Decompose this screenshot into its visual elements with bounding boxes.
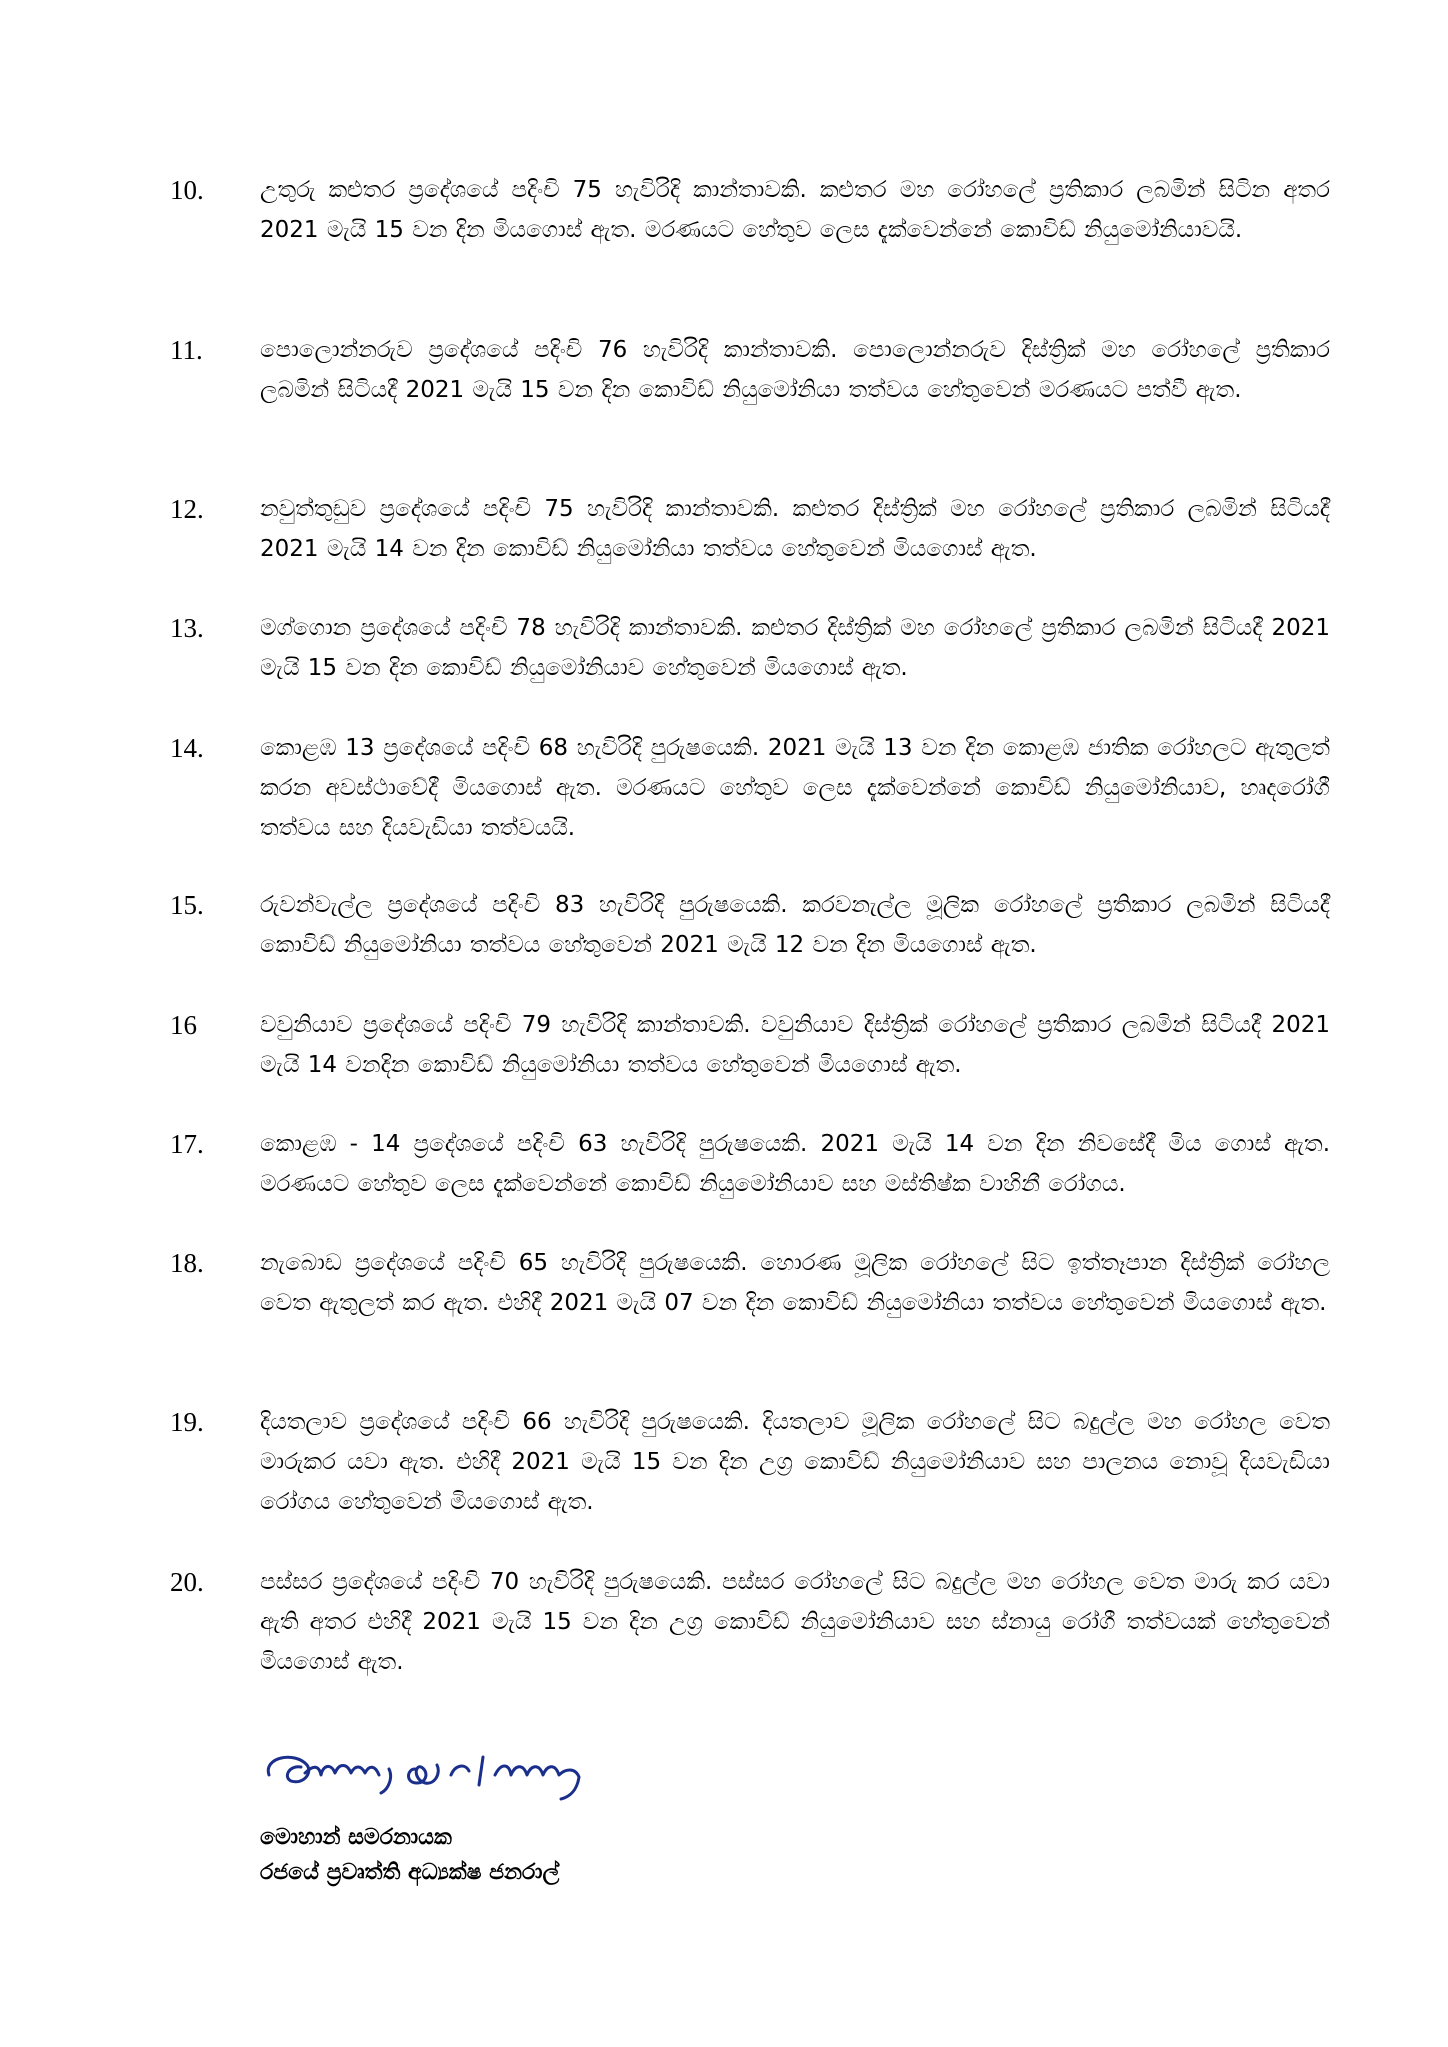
item-number: 16 [170, 1010, 197, 1040]
item-text: කොළඹ 13 ප්‍රදේශයේ පදිංචි 68 හැවිරිදි පුරුෂයෙකි. 2021 මැයි 13 වන දින කොළඹ ජාතික රෝහලට ඇතුලත් කරන අවස්ථාවේදී මියගොස් ඇත. මරණයට හේතුව ලෙස දැක්වෙන්නේ කොවිඩ් නියුමෝනියාව, හෘදරෝගී තත්වය සහ දියවැඩියා තත්වයයි. [260, 735, 1330, 841]
handwritten-signature [255, 1735, 635, 1815]
item-text: නවුත්තුඩුව ප්‍රදේශයේ පදිංචි 75 හැවිරිදි කාන්තාවකි. කළුතර දිස්ත්‍රික් මහ රෝහලේ ප්‍රතිකාර ලබමින් සිටියදී 2021 මැයි 14 වන දින කොවිඩ් නියුමෝනියා තත්වය හේතුවෙන් මියගොස් ඇත. [260, 496, 1330, 562]
item-text: මග්ගොන ප්‍රදේශයේ පදිංචි 78 හැවිරිදි කාන්තාවකි. කළුතර දිස්ත්‍රික් මහ රෝහලේ ප්‍රතිකාර ලබමින් සිටියදී 2021 මැයි 15 වන දින කොවිඩ් නියුමෝනියාව හේතුවෙන් මියගොස් ඇත. [260, 615, 1330, 681]
item-number: 12. [170, 494, 204, 524]
item-text: වවුනියාව ප්‍රදේශයේ පදිංචි 79 හැවිරිදි කාන්තාවකි. වවුනියාව දිස්ත්‍රික් රෝහලේ ප්‍රතිකාර ලබමින් සිටියදී 2021 මැයි 14 වනදින කොවිඩ් නියුමෝනියා තත්වය හේතුවෙන් මියගොස් ඇත. [260, 1012, 1330, 1078]
item-number: 19. [170, 1407, 204, 1437]
item-text: පොලොන්නරුව ප්‍රදේශයේ පදිංචි 76 හැවිරිදි කාන්තාවකි. පොලොන්නරුව දිස්ත්‍රික් මහ රෝහලේ ප්‍රතිකාර ලබමින් සිටියදී 2021 මැයි 15 වන දින කොවිඩ් නියුමෝනියා තත්වය හේතුවෙන් මරණයට පත්වී ඇත. [260, 337, 1330, 403]
item-number: 17. [170, 1129, 204, 1159]
item-text: උතුරු කළුතර ප්‍රදේශයේ පදිංචි 75 හැවිරිදි කාන්තාවකි. කළුතර මහ රෝහලේ ප්‍රතිකාර ලබමින් සිටින අතර 2021 මැයි 15 වන දින මියගොස් ඇත. මරණයට හේතුව ලෙස දැක්වෙන්නේ කොවිඩ් නියුමෝනියාවයි. [260, 177, 1330, 243]
item-number: 15. [170, 890, 204, 920]
item-number: 13. [170, 613, 204, 643]
item-text: නැබොඩ ප්‍රදේශයේ පදිංචි 65 හැවිරිදි පුරුෂයෙකි. හොරණ මූලික රෝහලේ සිට ඉත්තෑපාන දිස්ත්‍රික් රෝහල වෙත ඇතුලත් කර ඇත. එහිදී 2021 මැයි 07 වන දින කොවිඩ් නියුමෝනියා තත්වය හේතුවෙන් මියගොස් ඇත. [260, 1250, 1330, 1316]
item-number: 20. [170, 1567, 204, 1597]
item-number: 14. [170, 733, 204, 763]
item-number: 11. [170, 335, 203, 365]
item-number: 18. [170, 1248, 204, 1278]
item-text: දියතලාව ප්‍රදේශයේ පදිංචි 66 හැවිරිදි පුරුෂයෙකි. දියතලාව මූලික රෝහලේ සිට බදුල්ල මහ රෝහල වෙත මාරුකර යවා ඇත. එහිදී 2021 මැයි 15 වන දින උග්‍ර කොවිඩ් නියුමෝනියාව සහ පාලනය නොවූ දියවැඩියා රෝගය හේතුවෙන් මියගොස් ඇත. [260, 1409, 1330, 1515]
item-text: රුවන්වැල්ල ප්‍රදේශයේ පදිංචි 83 හැවිරිදි පුරුෂයෙකි. කරවනැල්ල මූලික රෝහලේ ප්‍රතිකාර ලබමින් සිටියදී කොවිඩ් නියුමෝනියා තත්වය හේතුවෙන් 2021 මැයි 12 වන දින මියගොස් ඇත. [260, 892, 1330, 958]
item-number: 10. [170, 175, 204, 205]
item-text: පස්සර ප්‍රදේශයේ පදිංචි 70 හැවිරිදි පුරුෂයෙකි. පස්සර රෝහලේ සිට බදුල්ල මහ රෝහල වෙත මාරු කර යවා ඇති අතර එහිදී 2021 මැයි 15 වන දින උග්‍ර කොවිඩ් නියුමෝනියාව සහ ස්නායු රෝගී තත්වයක් හේතුවෙන් මියගොස් ඇත. [260, 1569, 1330, 1675]
signatory-title: රජයේ ප්‍රවෘත්ති අධ්‍යක්ෂ ජනරාල් [260, 1860, 560, 1885]
item-text: කොළඹ - 14 ප්‍රදේශයේ පදිංචි 63 හැවිරිදි පුරුෂයෙකි. 2021 මැයි 14 වන දින නිවසේදී මිය ගොස් ඇත. මරණයට හේතුව ලෙස දැක්වෙන්නේ කොවිඩ් නියුමෝනියාව සහ මස්තිෂ්ක වාහිනී රෝගය. [260, 1131, 1330, 1197]
signatory-name: මොහාන් සමරනායක [260, 1825, 452, 1850]
